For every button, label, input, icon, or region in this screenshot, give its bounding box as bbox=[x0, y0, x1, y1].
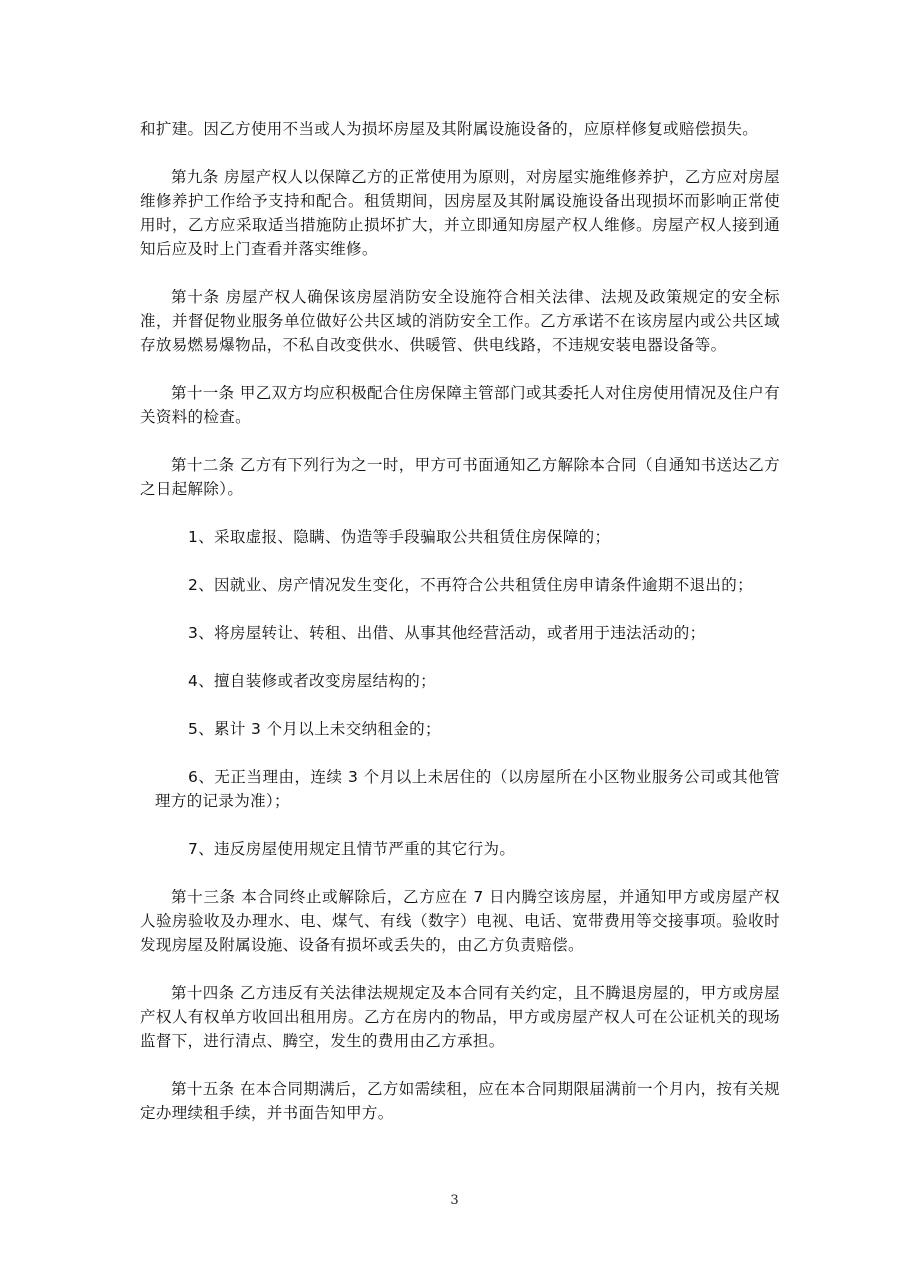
page-number: 3 bbox=[450, 1193, 459, 1208]
document-body bbox=[140, 117, 780, 1149]
list-item-1: 1、采取虚报、隐瞒、伪造等手段骗取公共租赁住房保障的； bbox=[188, 528, 611, 546]
article-14-paragraph: 第十四条 乙方违反有关法律法规规定及本合同有关约定，且不腾退房屋的，甲方或房屋产权人有权单方收回出租用房。乙方在房内的物品，甲方或房屋产权人可在公证机关的现场监督下，进行清点、腾空，发生的费用由乙方承担。 bbox=[140, 984, 780, 1050]
article-9-paragraph: 第九条 房屋产权人以保障乙方的正常使用为原则，对房屋实施维修养护，乙方应对房屋维修养护工作给予支持和配合。租赁期间，因房屋及其附属设施设备出现损坏而影响正常使用时，乙方应采取适当措施防止损坏扩大，并立即通知房屋产权人维修。房屋产权人接到通知后应及时上门查看并落实维修。 bbox=[140, 168, 780, 258]
list-item-6: 6、无正当理由，连续 3 个月以上未居住的（以房屋所在小区物业服务公司或其他管理方的记录为准）； bbox=[155, 768, 780, 810]
article-10-paragraph: 第十条 房屋产权人确保该房屋消防安全设施符合相关法律、法规及政策规定的安全标准，并督促物业服务单位做好公共区域的消防安全工作。乙方承诺不在该房屋内或公共区域存放易燃易爆物品，不私自改变供水、供暖管、供电线路，不违规安装电器设备等。 bbox=[140, 288, 780, 354]
list-item-5: 5、累计 3 个月以上未交纳租金的； bbox=[188, 720, 441, 738]
list-item-3: 3、将房屋转让、转租、出借、从事其他经营活动，或者用于违法活动的； bbox=[188, 624, 706, 642]
article-12-paragraph: 第十二条 乙方有下列行为之一时，甲方可书面通知乙方解除本合同（自通知书送达乙方之日起解除）。 bbox=[140, 456, 780, 498]
list-item-7: 7、违反房屋使用规定且情节严重的其它行为。 bbox=[188, 840, 516, 858]
article-15-paragraph: 第十五条 在本合同期满后，乙方如需续租，应在本合同期限届满前一个月内，按有关规定办理续租手续，并书面告知甲方。 bbox=[140, 1080, 780, 1122]
list-item-2: 2、因就业、房产情况发生变化，不再符合公共租赁住房申请条件逾期不退出的； bbox=[188, 576, 753, 594]
article-13-paragraph: 第十三条 本合同终止或解除后，乙方应在 7 日内腾空该房屋，并通知甲方或房屋产权人验房验收及办理水、电、煤气、有线（数字）电视、电话、宽带费用等交接事项。验收时发现房屋及附属设施、设备有损坏或丢失的，由乙方负责赔偿。 bbox=[140, 888, 780, 954]
article-11-paragraph: 第十一条 甲乙双方均应积极配合住房保障主管部门或其委托人对住房使用情况及住户有关资料的检查。 bbox=[140, 384, 780, 426]
paragraph-continuation: 和扩建。因乙方使用不当或人为损坏房屋及其附属设施设备的，应原样修复或赔偿损失。 bbox=[140, 120, 759, 138]
list-item-4: 4、擅自装修或者改变房屋结构的； bbox=[188, 672, 436, 690]
